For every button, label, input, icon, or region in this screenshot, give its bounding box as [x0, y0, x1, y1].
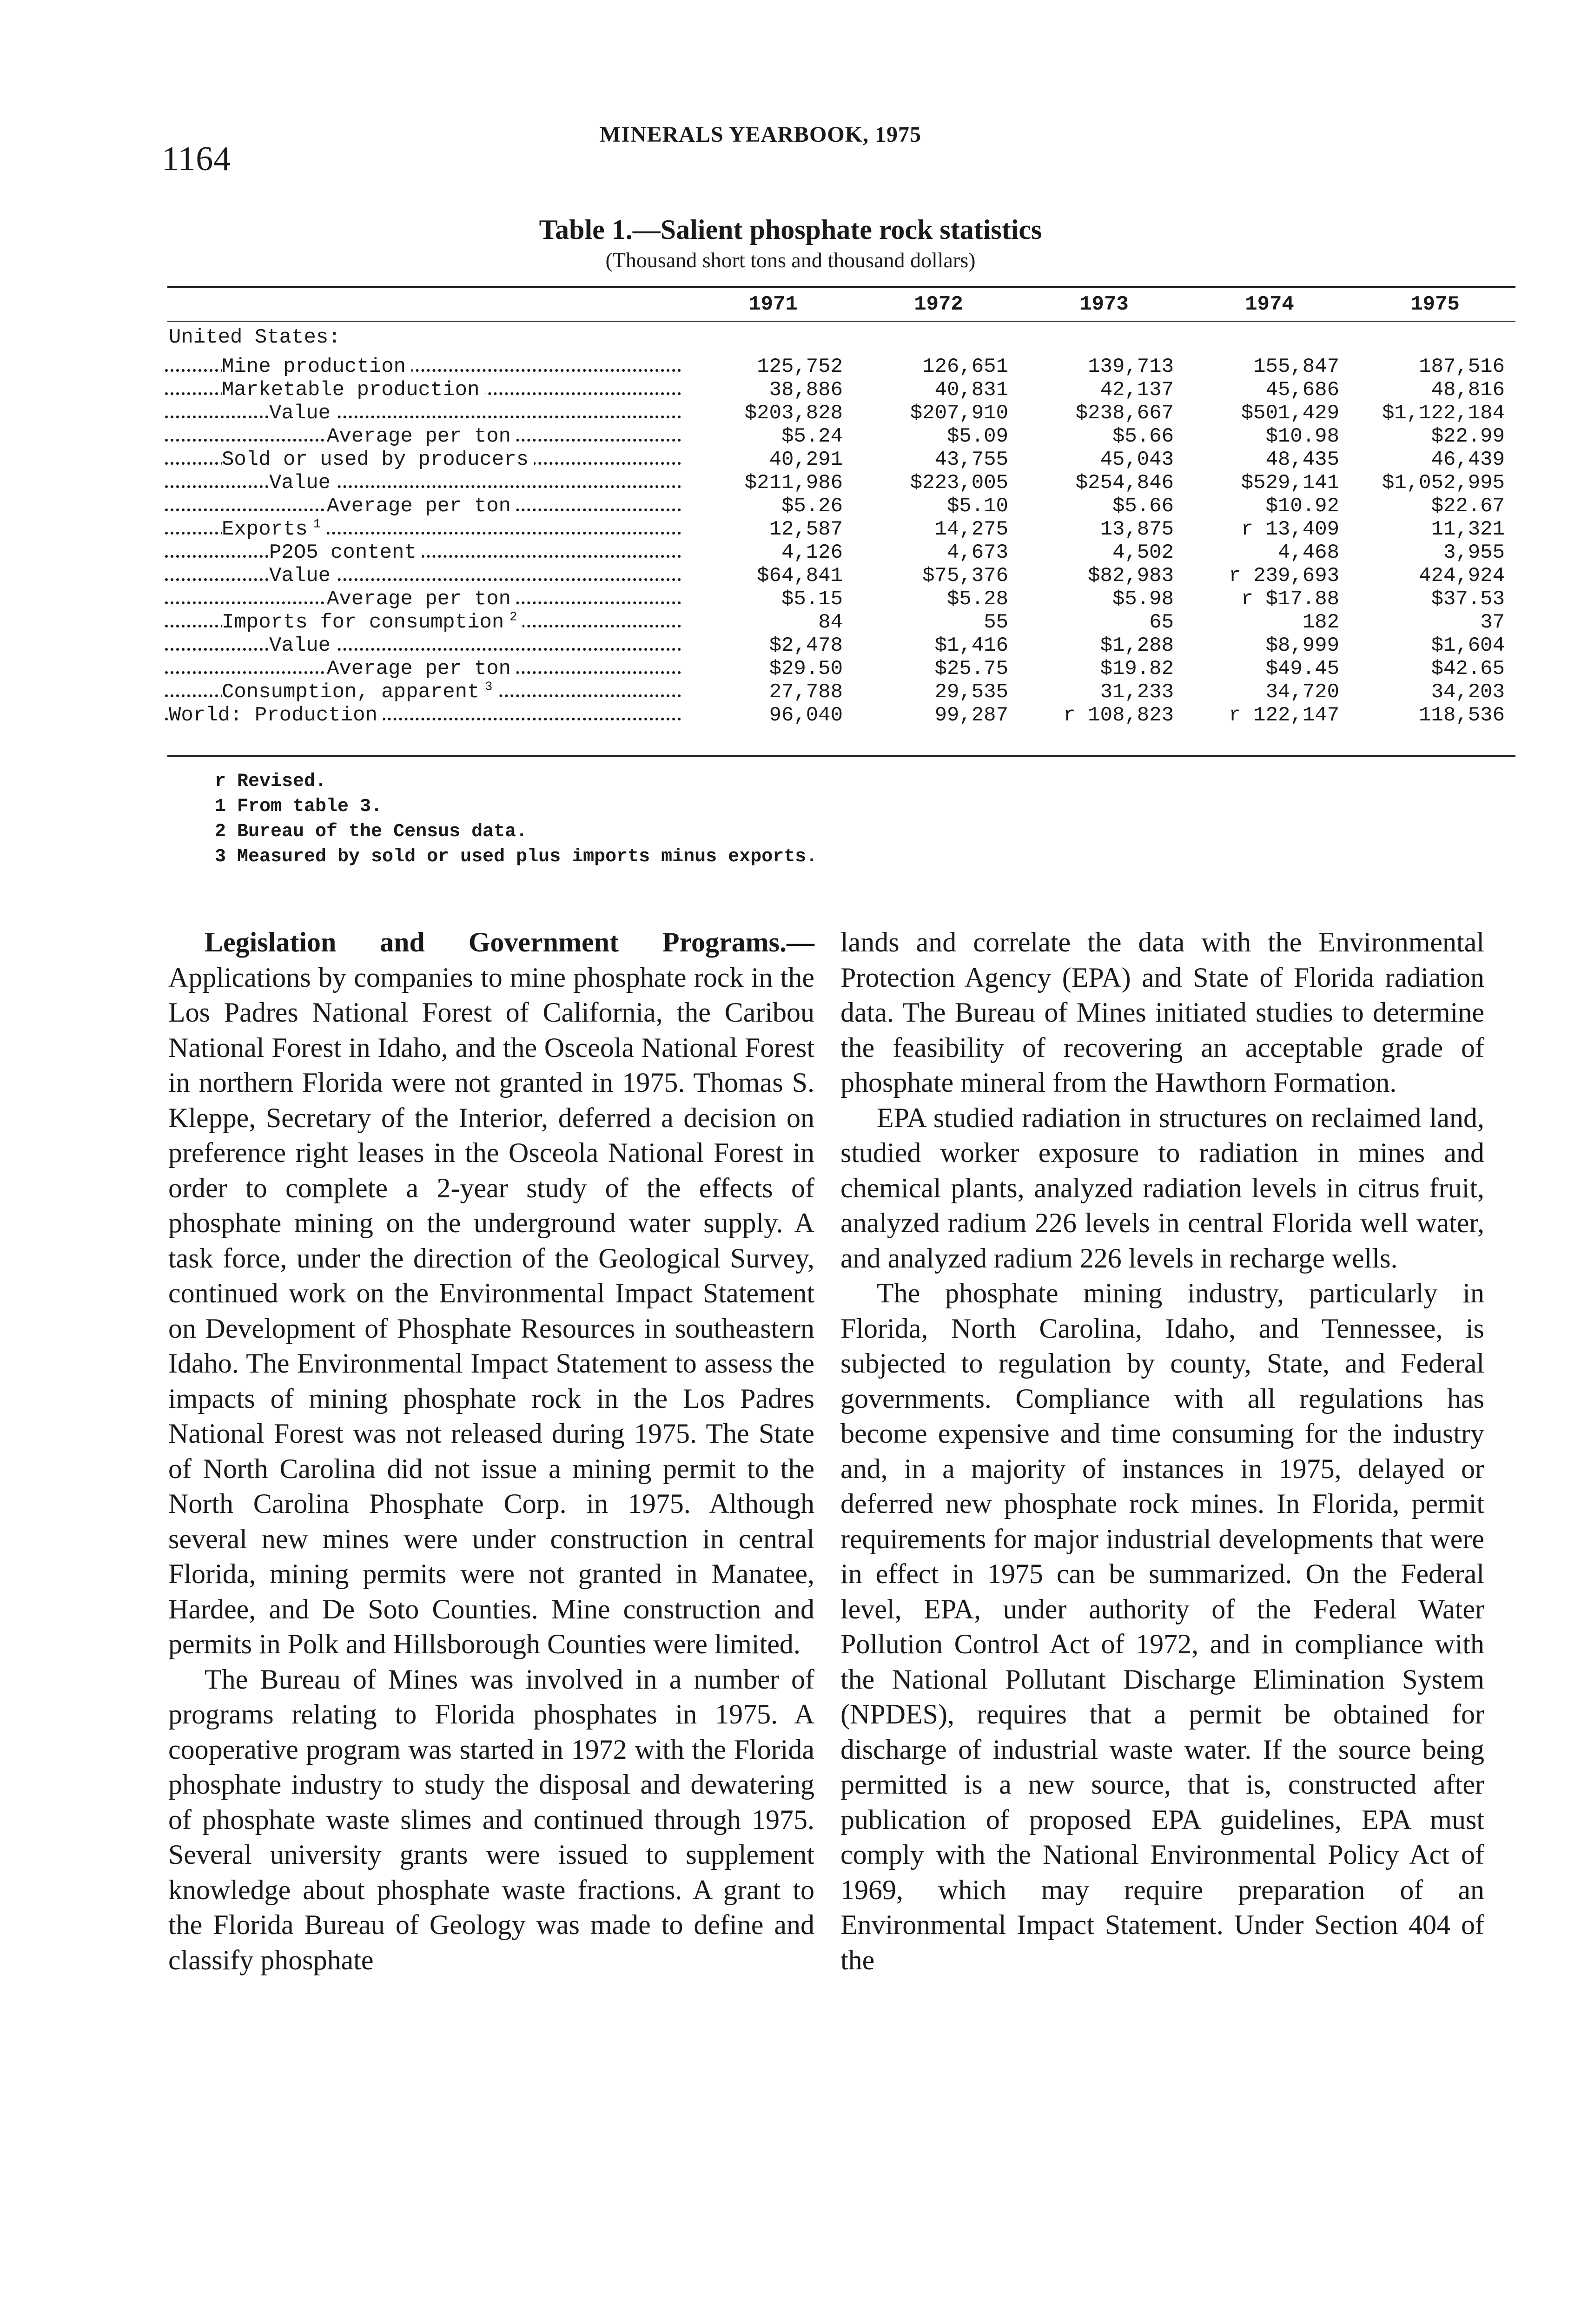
table-cell: $5.09	[946, 425, 1008, 448]
table-cell: 48,435	[1265, 448, 1339, 471]
paragraph: EPA studied radiation in structures on reclaimed land, studied worker exposure to radiation in mines and chemical plants, analyzed radiation levels in citrus fruit, analyzed radium 226 levels in central Florida well water, and analyzed radium 226 levels in recharge wells.	[840, 1102, 1484, 1274]
table-cell: r 13,409	[1241, 518, 1339, 541]
table-cell: $254,846	[1075, 471, 1174, 495]
table-cell: 42,137	[1100, 378, 1174, 402]
table-cell: $8,999	[1265, 634, 1339, 657]
table-cell: 40,831	[934, 378, 1008, 402]
table-row	[165, 495, 1518, 518]
row-label: Average per ton	[165, 495, 690, 518]
row-label: Average per ton	[165, 657, 690, 680]
table-cell: r 122,147	[1229, 704, 1339, 727]
column-header-year: 1973	[1079, 293, 1129, 316]
table-cell: $203,828	[744, 402, 843, 425]
table-cell: 3,955	[1443, 541, 1505, 564]
table-cell: $5.10	[946, 495, 1008, 518]
table-cell: 4,468	[1277, 541, 1339, 564]
table-cell: 34,203	[1431, 680, 1505, 704]
table-cell: 155,847	[1253, 355, 1339, 378]
table-cell: $1,288	[1100, 634, 1174, 657]
table-subtitle: (Thousand short tons and thousand dollars)	[605, 248, 976, 272]
table-cell: $223,005	[910, 471, 1008, 495]
table-cell: $5.66	[1112, 495, 1174, 518]
table-cell: 182	[1302, 611, 1339, 634]
table-row	[165, 320, 1518, 355]
table-footnotes	[215, 769, 817, 870]
table-row	[165, 611, 1518, 634]
table-row	[165, 680, 1518, 704]
table-cell: $10.92	[1265, 495, 1339, 518]
footnote: 1 From table 3.	[215, 796, 383, 817]
paragraph: lands and correlate the data with the Environmental Protection Agency (EPA) and State of Florida radiation data. The Bureau of Mines initiated studies to determine the feasibility of recovering an acceptable grade of phosphate mineral from the Hawthorn Formation.	[840, 927, 1484, 1098]
row-label: Sold or used by producers	[165, 448, 690, 471]
row-label: Value	[165, 471, 690, 495]
table-cell: $529,141	[1241, 471, 1339, 495]
table-cell: 48,816	[1431, 378, 1505, 402]
row-label: Imports for consumption $^2$	[165, 611, 690, 634]
table-row	[165, 448, 1518, 471]
table-cell: 27,788	[769, 680, 843, 704]
column-header-year: 1971	[748, 293, 798, 316]
row-label: Consumption, apparent $^3$	[165, 680, 690, 704]
running-title: MINERALS YEARBOOK, 1975	[600, 122, 921, 147]
paragraph	[168, 925, 814, 1662]
table-cell: 4,502	[1112, 541, 1174, 564]
table-row	[165, 541, 1518, 564]
column-header-year: 1972	[914, 293, 963, 316]
footnote: r Revised.	[215, 771, 327, 792]
table-row	[165, 378, 1518, 402]
table-cell: $49.45	[1265, 657, 1339, 680]
row-label: P2O5 content	[165, 541, 690, 564]
table-cell: 38,886	[769, 378, 843, 402]
table-row	[165, 425, 1518, 448]
table-cell: 14,275	[934, 518, 1008, 541]
table-cell: $211,986	[744, 471, 843, 495]
table-cell: 31,233	[1100, 680, 1174, 704]
table-cell: 11,321	[1431, 518, 1505, 541]
table-cell: $64,841	[757, 564, 843, 588]
table-cell: 46,439	[1431, 448, 1505, 471]
row-label: Mine production	[165, 355, 690, 378]
table-row	[165, 518, 1518, 541]
table-title: Table 1.—Salient phosphate rock statistics	[539, 214, 1042, 245]
table-cell: 424,924	[1419, 564, 1505, 588]
table-cell: 139,713	[1088, 355, 1174, 378]
right-column	[840, 925, 1484, 1978]
row-label: World: Production	[165, 704, 690, 727]
table-cell: 187,516	[1419, 355, 1505, 378]
row-label: Average per ton	[165, 588, 690, 611]
table-cell: 45,686	[1265, 378, 1339, 402]
column-header-year: 1975	[1410, 293, 1460, 316]
table-cell: r 108,823	[1063, 704, 1174, 727]
table-cell: $19.82	[1100, 657, 1174, 680]
table-cell: 126,651	[922, 355, 1008, 378]
table-cell: 12,587	[769, 518, 843, 541]
paragraph-text: Applications by companies to mine phosphate rock in the Los Padres National Forest of California, the Caribou National Forest in Idaho, and the Osceola National Forest in northern Florida were not granted in 1975. Thomas S. Kleppe, Secretary of the Interior, deferred a decision on preference right leases in the Osceola National Forest in order to complete a 2-year study of the effects of phosphate mining on the underground water supply. A task force, under the direction of the Geological Survey, continued work on the Environmental Impact Statement on Development of Phosphate Resources in southeastern Idaho. The Environmental Impact Statement to assess the impacts of mining phosphate rock in the Los Padres National Forest was not released during 1975. The State of North Carolina did not issue a mining permit to the North Carolina Phosphate Corp. in 1975. Although several new mines were under construction in central Florida, mining permits were not granted in Manatee, Hardee, and De Soto Counties. Mine construction and permits in Polk and Hillsborough Counties were limited.	[168, 962, 814, 1659]
row-label: Value	[165, 402, 690, 425]
table-cell: $37.53	[1431, 588, 1505, 611]
row-label: Average per ton	[165, 425, 690, 448]
table-cell: $42.65	[1431, 657, 1505, 680]
footnote: 2 Bureau of the Census data.	[215, 821, 528, 842]
table-cell: $1,604	[1431, 634, 1505, 657]
table-cell: $22.67	[1431, 495, 1505, 518]
table-cell: 13,875	[1100, 518, 1174, 541]
table-cell: $5.24	[781, 425, 843, 448]
row-label: Value	[165, 564, 690, 588]
table-row	[165, 355, 1518, 378]
table-cell: $5.26	[781, 495, 843, 518]
table-cell: 34,720	[1265, 680, 1339, 704]
table-cell: 4,126	[781, 541, 843, 564]
table-cell: 43,755	[934, 448, 1008, 471]
table-cell: $5.66	[1112, 425, 1174, 448]
column-header-year: 1974	[1245, 293, 1294, 316]
table-cell: $5.98	[1112, 588, 1174, 611]
table-cell: $82,983	[1088, 564, 1174, 588]
table-cell: $238,667	[1075, 402, 1174, 425]
table-cell: 37	[1480, 611, 1505, 634]
table-cell: 96,040	[769, 704, 843, 727]
table-row	[165, 657, 1518, 680]
table-cell: $22.99	[1431, 425, 1505, 448]
table-cell: $5.15	[781, 588, 843, 611]
table-cell: $207,910	[910, 402, 1008, 425]
table-header-row	[165, 289, 1518, 320]
column-header-label	[165, 289, 690, 320]
table-cell: 84	[818, 611, 843, 634]
table-row	[165, 704, 1518, 727]
footnote: 3 Measured by sold or used plus imports minus exports.	[215, 846, 818, 867]
table-cell: 55	[984, 611, 1008, 634]
table-cell: $10.98	[1265, 425, 1339, 448]
table-cell: 125,752	[757, 355, 843, 378]
left-column	[168, 925, 814, 1978]
table-cell: $1,416	[934, 634, 1008, 657]
table-cell: $2,478	[769, 634, 843, 657]
row-label: Marketable production	[165, 378, 690, 402]
row-label: Value	[165, 634, 690, 657]
table-cell: 4,673	[946, 541, 1008, 564]
table-row	[165, 634, 1518, 657]
table-cell: r $17.88	[1241, 588, 1339, 611]
row-label: Exports $^1$	[165, 518, 690, 541]
table-cell: 99,287	[934, 704, 1008, 727]
table-cell: $501,429	[1241, 402, 1339, 425]
table-cell: 45,043	[1100, 448, 1174, 471]
statistics-table	[165, 289, 1518, 727]
table-row	[165, 564, 1518, 588]
table-cell: 40,291	[769, 448, 843, 471]
table-cell: $25.75	[934, 657, 1008, 680]
page-number: 1164	[162, 140, 232, 178]
table-bottom-rule	[167, 755, 1515, 757]
table-cell: 65	[1149, 611, 1174, 634]
table-cell: r 239,693	[1229, 564, 1339, 588]
section-heading: Legislation and Government Programs.—	[205, 927, 814, 957]
table-row	[165, 588, 1518, 611]
table-cell: $29.50	[769, 657, 843, 680]
table-cell: $75,376	[922, 564, 1008, 588]
table-cell: $5.28	[946, 588, 1008, 611]
table-row	[165, 402, 1518, 425]
table-cell: 29,535	[934, 680, 1008, 704]
table-top-rule	[167, 286, 1515, 288]
row-label: United States:	[165, 320, 690, 355]
table-cell: $1,122,184	[1382, 402, 1505, 425]
paragraph: The Bureau of Mines was involved in a number of programs relating to Florida phosphates in 1975. A cooperative program was started in 1972 with the Florida phosphate industry to study the disposal and dewatering of phosphate waste slimes and continued through 1975. Several university grants were issued to supplement knowledge about phosphate waste fractions. A grant to the Florida Bureau of Geology was made to define and classify phosphate	[168, 1664, 814, 1975]
table-cell: 118,536	[1419, 704, 1505, 727]
table-cell: $1,052,995	[1382, 471, 1505, 495]
paragraph: The phosphate mining industry, particularly in Florida, North Carolina, Idaho, and Tennessee, is subjected to regulation by county, State, and Federal governments. Compliance with all regulations has become expensive and time consuming for the industry and, in a majority of instances in 1975, delayed or deferred new phosphate rock mines. In Florida, permit requirements for major industrial developments that were in effect in 1975 can be summarized. On the Federal level, EPA, under authority of the Federal Water Pollution Control Act of 1972, and in compliance with the National Pollutant Discharge Elimination System (NPDES), requires that a permit be obtained for discharge of industrial waste water. If the source being permitted is a new source, that is, constructed after publication of proposed EPA guidelines, EPA must comply with the National Environmental Policy Act of 1969, which may require preparation of an Environmental Impact Statement. Under Section 404 of the	[840, 1278, 1484, 1975]
table-row	[165, 471, 1518, 495]
